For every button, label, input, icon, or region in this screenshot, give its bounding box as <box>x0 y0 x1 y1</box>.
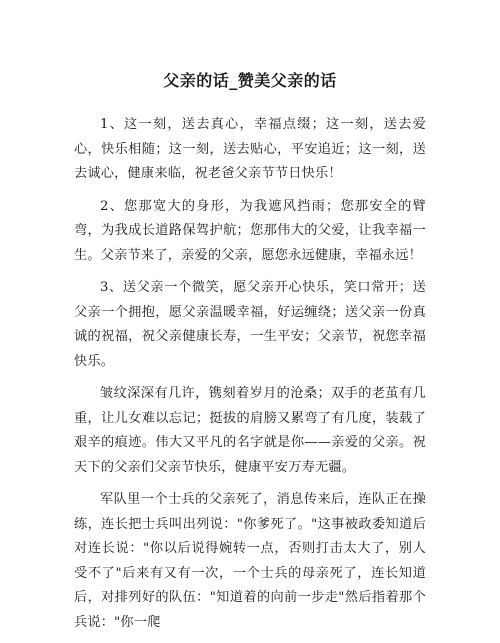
paragraph-4: 皱纹深深有几许，镌刻着岁月的沧桑；双手的老茧有几重，让儿女难以忘记；挺拔的肩膀又累弯了有几度，装载了艰辛的痕迹。伟大又平凡的名字就是你——亲爱的父亲。祝天下的父亲们父亲节快乐，健康平安万寿无疆。 <box>74 386 426 475</box>
paragraph-2: 2、您那宽大的身形，为我遮风挡雨；您那安全的臂弯，为我成长道路保驾护航；您那伟大的父爱，让我幸福一生。父亲节来了，亲爱的父亲，愿您永远健康，幸福永远！ <box>74 198 426 263</box>
paragraph-1: 1、这一刻，送去真心，幸福点缀；这一刻，送去爱心，快乐相随；这一刻，送去贴心，平安追近；这一刻，送去诚心，健康来临，祝老爸父亲节节日快乐！ <box>74 117 426 181</box>
document-body <box>74 113 426 643</box>
paragraph-5: 军队里一个士兵的父亲死了，消息传来后，连队正在操练，连长把士兵叫出列说："你爹死了。"这事被政委知道后对连长说："你以后说得婉转一点，否则打击太大了，别人受不了"后来有又有一次，一个士兵的母亲死了，连长知道后，对排列好的队伍："知道着的向前一步走"然后指着那个兵说："你一爬 <box>74 492 426 630</box>
paragraph-3: 3、送父亲一个微笑，愿父亲开心快乐，笑口常开；送父亲一个拥抱，愿父亲温暖幸福，好运缠绕；送父亲一份真诚的祝福，祝父亲健康长寿，一生平安；父亲节，祝您幸福快乐。 <box>74 280 426 369</box>
document-title: 父亲的话_赞美父亲的话 <box>163 71 337 90</box>
